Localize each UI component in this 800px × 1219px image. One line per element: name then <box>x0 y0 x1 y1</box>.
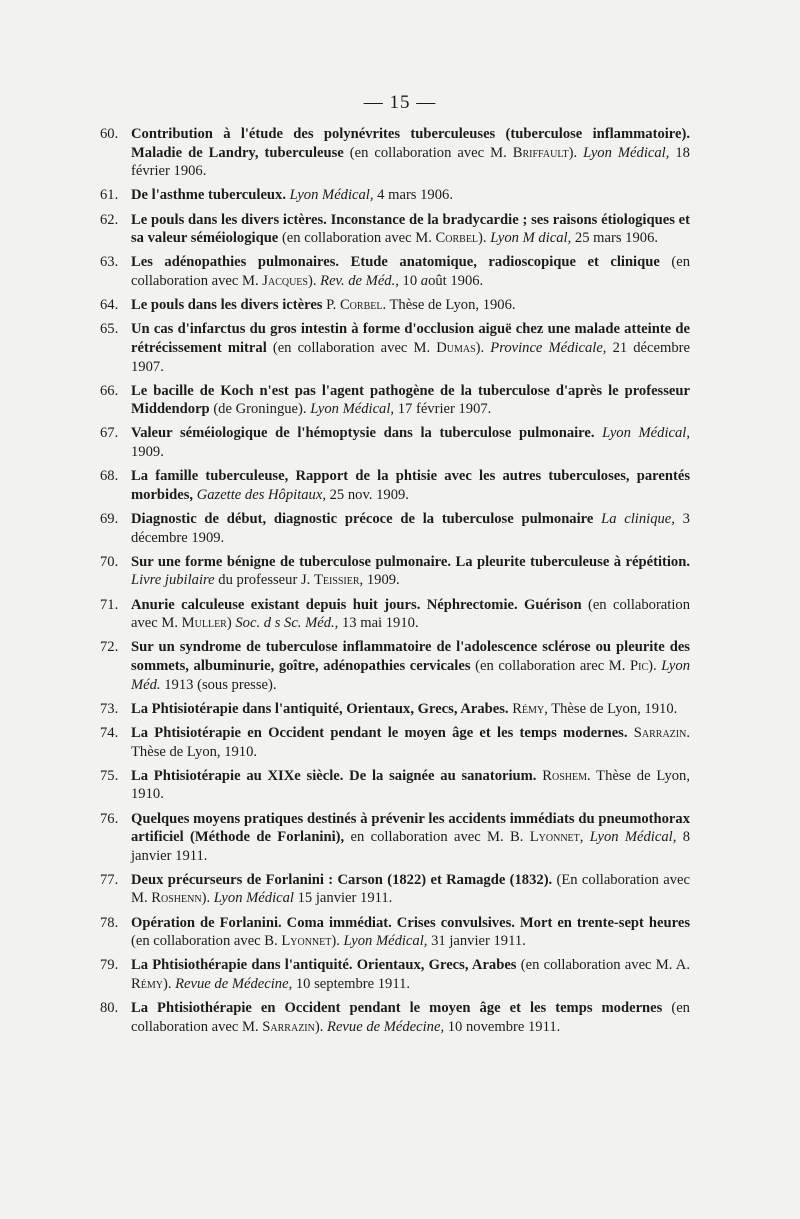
entry-title: Valeur séméiologique de l'hémoptysie dans la tuberculose pulmonaire. <box>131 425 595 442</box>
bibliography-entry <box>100 382 690 419</box>
entry-number: 76. <box>100 810 119 827</box>
bibliography-entry <box>100 810 690 866</box>
entry-detail: en collaboration avec M. B. <box>344 829 530 846</box>
bibliography-entry <box>100 125 690 181</box>
entry-text <box>131 553 690 590</box>
entry-title: Le pouls dans les divers ictères <box>131 297 323 314</box>
entry-title: Le pouls dans les divers ictères. Inconstance de la bradycardie ; ses raisons étiologiques et sa valeur séméiologique <box>131 211 690 247</box>
author-name: Lyonnet <box>529 829 580 846</box>
entry-detail: (en collaboration avec M. A. <box>516 957 690 974</box>
entry-number: 64. <box>100 297 119 314</box>
bibliography-entry <box>100 467 690 504</box>
entry-detail: 15 janvier 1911. <box>293 890 393 907</box>
entry-number: 71. <box>100 596 119 613</box>
entry-detail: , Thèse de Lyon, 1910. <box>544 700 678 717</box>
journal-name: Lyon Médical <box>213 890 294 907</box>
journal-name: Lyon Médical, <box>589 829 677 846</box>
entry-title: Contribution à l'étude des polynévrites tuberculeuses (tuberculose inflammatoire). Maladie de Landry, tuberculeuse <box>131 126 690 161</box>
bibliography-entry <box>100 999 690 1036</box>
entry-title: De l'asthme tuberculeux. <box>131 187 286 204</box>
entry-detail: 3 décembre 1909. <box>131 511 690 546</box>
bibliography-entry <box>100 320 690 376</box>
entry-title: La Phtisiotérapie en Occident pendant le moyen âge et les temps modernes. <box>131 724 628 741</box>
entry-detail: ). <box>307 272 321 289</box>
entry-detail: (en collaboration avec B. <box>131 933 282 950</box>
bibliography-entry <box>100 296 690 315</box>
entry-detail: 25 nov. 1909. <box>325 486 409 503</box>
entry-text <box>131 186 690 205</box>
entry-detail: (en collaboration avec M. <box>343 144 513 161</box>
entry-detail: 10 <box>398 272 421 289</box>
journal-name: Revue de Médecine, <box>327 1018 445 1035</box>
entry-text <box>131 638 690 694</box>
entry-detail <box>595 425 603 441</box>
bibliography-entry <box>100 767 690 804</box>
entry-detail: 10 septembre 1911. <box>292 976 411 993</box>
entry-number: 80. <box>100 1000 119 1017</box>
bibliography-entry <box>100 596 690 633</box>
bibliography-entry <box>100 253 690 290</box>
entry-text <box>131 382 690 419</box>
entry-text <box>131 320 690 376</box>
journal-name: Lyon Médical, <box>289 187 374 204</box>
entry-title: Un cas d'infarctus du gros intestin à forme d'occlusion aiguë chez une malade atteinte de rétrécissement mitral <box>131 321 690 356</box>
entry-detail: ). <box>201 890 214 907</box>
author-name: Jacques <box>262 272 308 289</box>
entry-detail: ). <box>475 339 491 356</box>
author-name: Corbel <box>339 297 383 314</box>
entry-detail: (en collaboration avec M. <box>131 1000 690 1035</box>
entry-number: 72. <box>100 639 119 656</box>
journal-name: Lyon Médical, <box>310 401 395 418</box>
entry-text <box>131 700 690 719</box>
entry-number: 62. <box>100 211 119 228</box>
entry-detail: ). <box>331 933 344 950</box>
entry-text <box>131 956 690 993</box>
bibliography-entry <box>100 724 690 761</box>
entry-text <box>131 510 690 547</box>
journal-name: Soc. d s Sc. Méd., <box>235 615 339 632</box>
author-name: Teissier <box>313 572 360 589</box>
entry-number: 75. <box>100 767 119 784</box>
author-name: Corbel <box>435 230 479 247</box>
bibliography-entry <box>100 956 690 993</box>
page-number: — 15 — <box>363 92 437 113</box>
author-name: Rémy <box>512 700 545 717</box>
author-name: Briffault <box>512 144 569 161</box>
entry-number: 60. <box>100 126 119 142</box>
journal-name: Lyon Médical, <box>583 144 670 161</box>
entry-text <box>131 424 690 461</box>
entry-detail: 1909. <box>131 444 164 461</box>
entry-detail: ). <box>314 1018 328 1035</box>
entry-text <box>131 810 690 866</box>
entry-detail: du professeur J. <box>214 572 314 589</box>
entry-detail: 4 mars 1906. <box>373 187 453 204</box>
entry-number: 70. <box>100 553 119 570</box>
entry-detail: (de Groningue). <box>209 401 311 418</box>
entry-number: 66. <box>100 382 119 399</box>
journal-name: La clinique, <box>601 511 675 528</box>
entry-detail: oût 1906. <box>428 272 484 289</box>
entry-detail: . Thèse de Lyon, 1910. <box>131 767 690 803</box>
entry-text <box>131 253 690 290</box>
entry-title: Sur une forme bénigne de tuberculose pulmonaire. La pleurite tuberculeuse à répétition. <box>131 553 690 570</box>
author-name: Roshem <box>542 767 587 784</box>
entry-number: 78. <box>100 914 119 931</box>
bibliography-entry <box>100 914 690 951</box>
entry-text <box>131 211 690 248</box>
entry-number: 61. <box>100 187 119 204</box>
entry-detail: ). <box>162 976 176 993</box>
entry-detail: 8 janvier 1911. <box>131 829 690 864</box>
entry-text <box>131 724 690 761</box>
entry-text <box>131 596 690 633</box>
entry-detail: 31 janvier 1911. <box>427 933 526 950</box>
entry-number: 69. <box>100 511 119 528</box>
bibliography-list <box>100 125 690 1042</box>
entry-detail: P. <box>322 297 340 314</box>
entry-detail: (en collaboration avec M. <box>278 230 436 247</box>
journal-name: a <box>420 272 429 289</box>
entry-text <box>131 125 690 181</box>
entry-title: Sur un syndrome de tuberculose inflammatoire de l'adolescence sclérose ou pleurite des sommets, albuminurie, goître, adénopathies cervicales <box>131 639 690 674</box>
author-name: Lyonnet <box>281 933 332 950</box>
entry-title: Les adénopathies pulmonaires. Etude anatomique, radioscopique et clinique <box>131 254 660 271</box>
entry-number: 65. <box>100 321 119 338</box>
entry-detail: (en collaboration avec M. <box>131 596 690 632</box>
entry-detail: (En collaboration avec M. <box>131 871 690 907</box>
entry-title: Anurie calculeuse existant depuis huit jours. Néphrectomie. Guérison <box>131 596 582 613</box>
entry-title: La Phtisiothérapie en Occident pendant le moyen âge et les temps modernes <box>131 1000 663 1017</box>
author-name: Dumas <box>436 339 476 356</box>
bibliography-entry <box>100 211 690 248</box>
bibliography-entry <box>100 638 690 694</box>
entry-detail: (en collaboration avec M. <box>131 254 690 289</box>
bibliography-entry <box>100 186 690 205</box>
journal-name: Revue de Médecine, <box>175 976 293 993</box>
journal-name: Lyon Médical, <box>343 933 428 950</box>
entry-title: Deux précurseurs de Forlanini : Carson (1822) et Ramagde (1832). <box>131 871 553 888</box>
entry-text <box>131 999 690 1036</box>
author-name: Sarrazin <box>262 1018 315 1035</box>
bibliography-entry <box>100 424 690 461</box>
entry-text <box>131 296 690 315</box>
entry-detail: 25 mars 1906. <box>571 230 659 247</box>
entry-detail: 10 novembre 1911. <box>444 1018 561 1035</box>
entry-text <box>131 914 690 951</box>
entry-detail: 13 mai 1910. <box>338 615 419 632</box>
journal-name: Lyon Méd. <box>131 657 690 693</box>
entry-number: 77. <box>100 871 119 888</box>
entry-title: Opération de Forlanini. Coma immédiat. Crises convulsives. Mort en trente-sept heures <box>131 914 690 931</box>
entry-detail: 18 février 1906. <box>131 144 690 180</box>
entry-detail: , <box>579 829 590 846</box>
entry-detail: ). <box>648 657 662 674</box>
entry-title: Le bacille de Koch n'est pas l'agent pathogène de la tuberculose d'après le professeur Middendorp <box>131 382 690 418</box>
journal-name: Lyon M dical, <box>490 230 572 247</box>
entry-detail: . Thèse de Lyon, 1906. <box>382 297 516 314</box>
entry-title: Diagnostic de début, diagnostic précoce de la tuberculose pulmonaire <box>131 511 594 528</box>
author-name: Rémy <box>131 976 163 993</box>
journal-name: Lyon Médical, <box>602 425 690 442</box>
bibliography-entry <box>100 871 690 908</box>
bibliography-entry <box>100 510 690 547</box>
entry-title: La Phtisiotérapie dans l'antiquité, Orientaux, Grecs, Arabes. <box>131 700 509 717</box>
entry-detail: 21 décembre 1907. <box>131 339 690 375</box>
entry-detail: 1913 (sous presse). <box>160 676 277 693</box>
author-name: Roshenn <box>151 890 202 907</box>
journal-name: Rev. de Méd., <box>320 272 399 289</box>
bibliography-entry <box>100 553 690 590</box>
bibliography-entry <box>100 700 690 719</box>
author-name: Sarrazin <box>633 724 687 741</box>
entry-title: La famille tuberculeuse, Rapport de la phtisie avec les autres tuberculoses, parentés morbides, <box>131 468 690 503</box>
entry-detail: ). <box>568 144 584 161</box>
entry-title: La Phtisiotérapie au XIXe siècle. De la saignée au sanatorium. <box>131 767 537 784</box>
entry-number: 67. <box>100 425 119 442</box>
journal-name: Gazette des Hôpitaux, <box>196 486 326 503</box>
entry-detail: . Thèse de Lyon, 1910. <box>131 724 690 760</box>
journal-name: Province Médicale, <box>490 339 607 356</box>
author-name: Muller <box>181 615 227 632</box>
entry-detail: 17 février 1907. <box>394 401 492 418</box>
entry-text <box>131 871 690 908</box>
entry-number: 74. <box>100 724 119 741</box>
entry-number: 63. <box>100 254 119 271</box>
entry-title: Quelques moyens pratiques destinés à prévenir les accidents immédiats du pneumothorax artificiel (Méthode de Forlanini), <box>131 810 690 846</box>
entry-detail <box>593 511 601 527</box>
entry-text <box>131 767 690 804</box>
entry-detail: , 1909. <box>359 572 400 589</box>
entry-title: La Phtisiothérapie dans l'antiquité. Orientaux, Grecs, Arabes <box>131 957 517 974</box>
entry-detail: (en collaboration arec M. <box>470 657 630 674</box>
entry-detail: (en collaboration avec M. <box>266 339 437 356</box>
entry-text <box>131 467 690 504</box>
entry-number: 79. <box>100 957 119 974</box>
entry-number: 68. <box>100 468 119 485</box>
entry-detail: ). <box>478 230 491 247</box>
entry-number: 73. <box>100 700 119 717</box>
entry-detail: ) <box>226 615 236 632</box>
author-name: Pic <box>630 657 649 674</box>
journal-name: Livre jubilaire <box>131 572 215 589</box>
